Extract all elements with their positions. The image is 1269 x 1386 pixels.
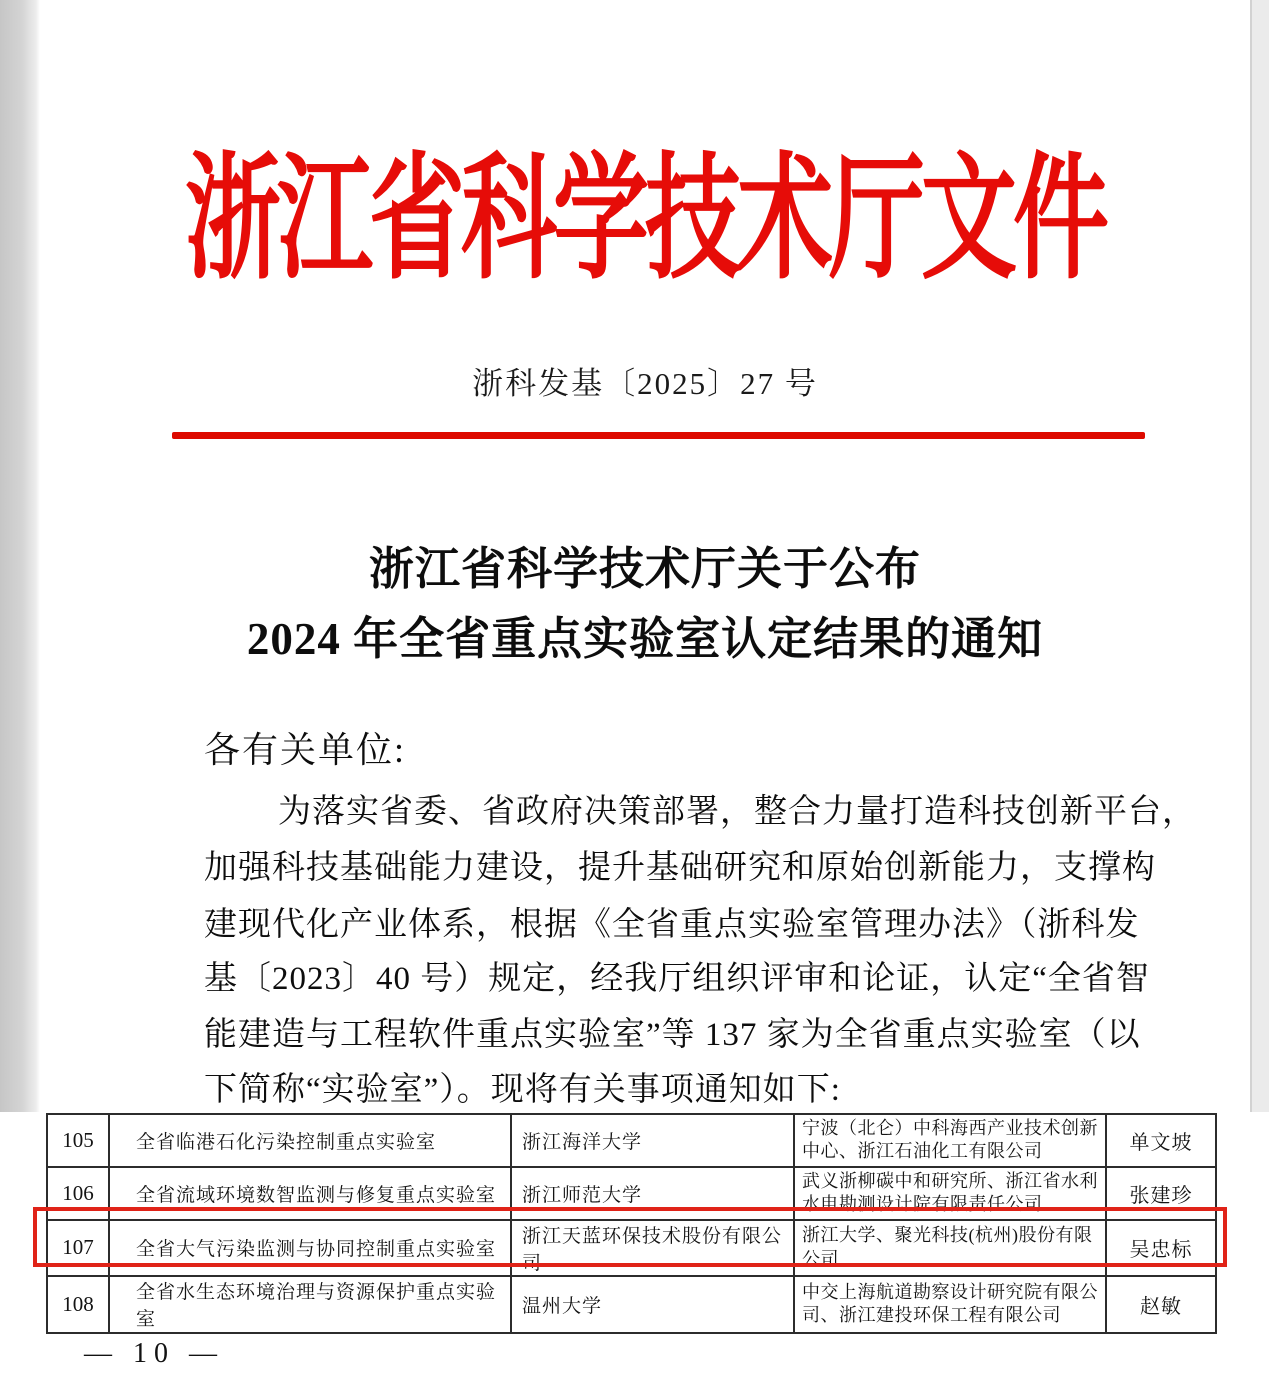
red-divider-rule [172, 432, 1145, 439]
partner-units-cell: 宁波（北仑）中科海西产业技术创新中心、浙江石油化工有限公司 [794, 1114, 1106, 1167]
body-line-4: 基〔2023〕40 号）规定，经我厅组织评审和论证，认定“全省智 [204, 961, 1150, 997]
row-number-cell: 108 [47, 1276, 109, 1333]
notice-title-line-1: 浙江省科学技术厅关于公布 [368, 544, 921, 594]
page-left-margin-shade [0, 0, 40, 1112]
row-number-cell: 106 [47, 1167, 109, 1220]
director-cell: 单文坡 [1106, 1114, 1216, 1167]
host-unit-cell: 温州大学 [511, 1276, 794, 1333]
notice-title-line-2: 2024 年全省重点实验室认定结果的通知 [246, 614, 1044, 664]
lab-name-cell: 全省临港石化污染控制重点实验室 [109, 1114, 511, 1167]
body-line-1: 为落实省委、省政府决策部署，整合力量打造科技创新平台， [278, 794, 1196, 830]
table-row-highlighted [47, 1220, 1216, 1276]
body-line-2: 加强科技基础能力建设，提升基础研究和原始创新能力，支撑构 [204, 850, 1156, 886]
body-line-6: 下简称“实验室”）。现将有关事项通知如下: [204, 1072, 841, 1108]
letterhead-title: 浙江省科学技术厅文件 [185, 143, 1105, 296]
page-right-margin-shade [1250, 0, 1269, 1112]
row-number-cell: 107 [47, 1220, 109, 1276]
body-line-5: 能建造与工程软件重点实验室”等 137 家为全省重点实验室（以 [204, 1017, 1141, 1053]
body-line-3: 建现代化产业体系，根据《全省重点实验室管理办法》（浙科发 [204, 907, 1140, 943]
lab-name-cell: 全省大气污染监测与协同控制重点实验室 [109, 1220, 511, 1276]
results-table-section [0, 1112, 1269, 1386]
host-unit-cell: 浙江天蓝环保技术股份有限公司 [511, 1220, 794, 1276]
director-cell: 赵敏 [1106, 1276, 1216, 1333]
table-row [47, 1276, 1216, 1333]
salutation: 各有关单位: [204, 730, 407, 770]
document-number: 浙科发基〔2025〕27 号 [472, 366, 818, 401]
lab-name-cell: 全省流域环境数智监测与修复重点实验室 [109, 1167, 511, 1220]
partner-units-cell: 浙江大学、聚光科技(杭州)股份有限公司 [794, 1220, 1106, 1276]
partner-units-cell: 武义浙柳碳中和研究所、浙江省水利水电勘测设计院有限责任公司 [794, 1167, 1106, 1220]
table-row [47, 1167, 1216, 1220]
director-cell: 张建珍 [1106, 1167, 1216, 1220]
lab-name-cell: 全省水生态环境治理与资源保护重点实验室 [109, 1276, 511, 1333]
director-cell: 吴忠标 [1106, 1220, 1216, 1276]
table-row [47, 1114, 1216, 1167]
results-table [46, 1113, 1217, 1334]
row-number-cell: 105 [47, 1114, 109, 1167]
host-unit-cell: 浙江海洋大学 [511, 1114, 794, 1167]
partner-units-cell: 中交上海航道勘察设计研究院有限公司、浙江建投环保工程有限公司 [794, 1276, 1106, 1333]
page-number: — 10 — [84, 1338, 224, 1369]
host-unit-cell: 浙江师范大学 [511, 1167, 794, 1220]
